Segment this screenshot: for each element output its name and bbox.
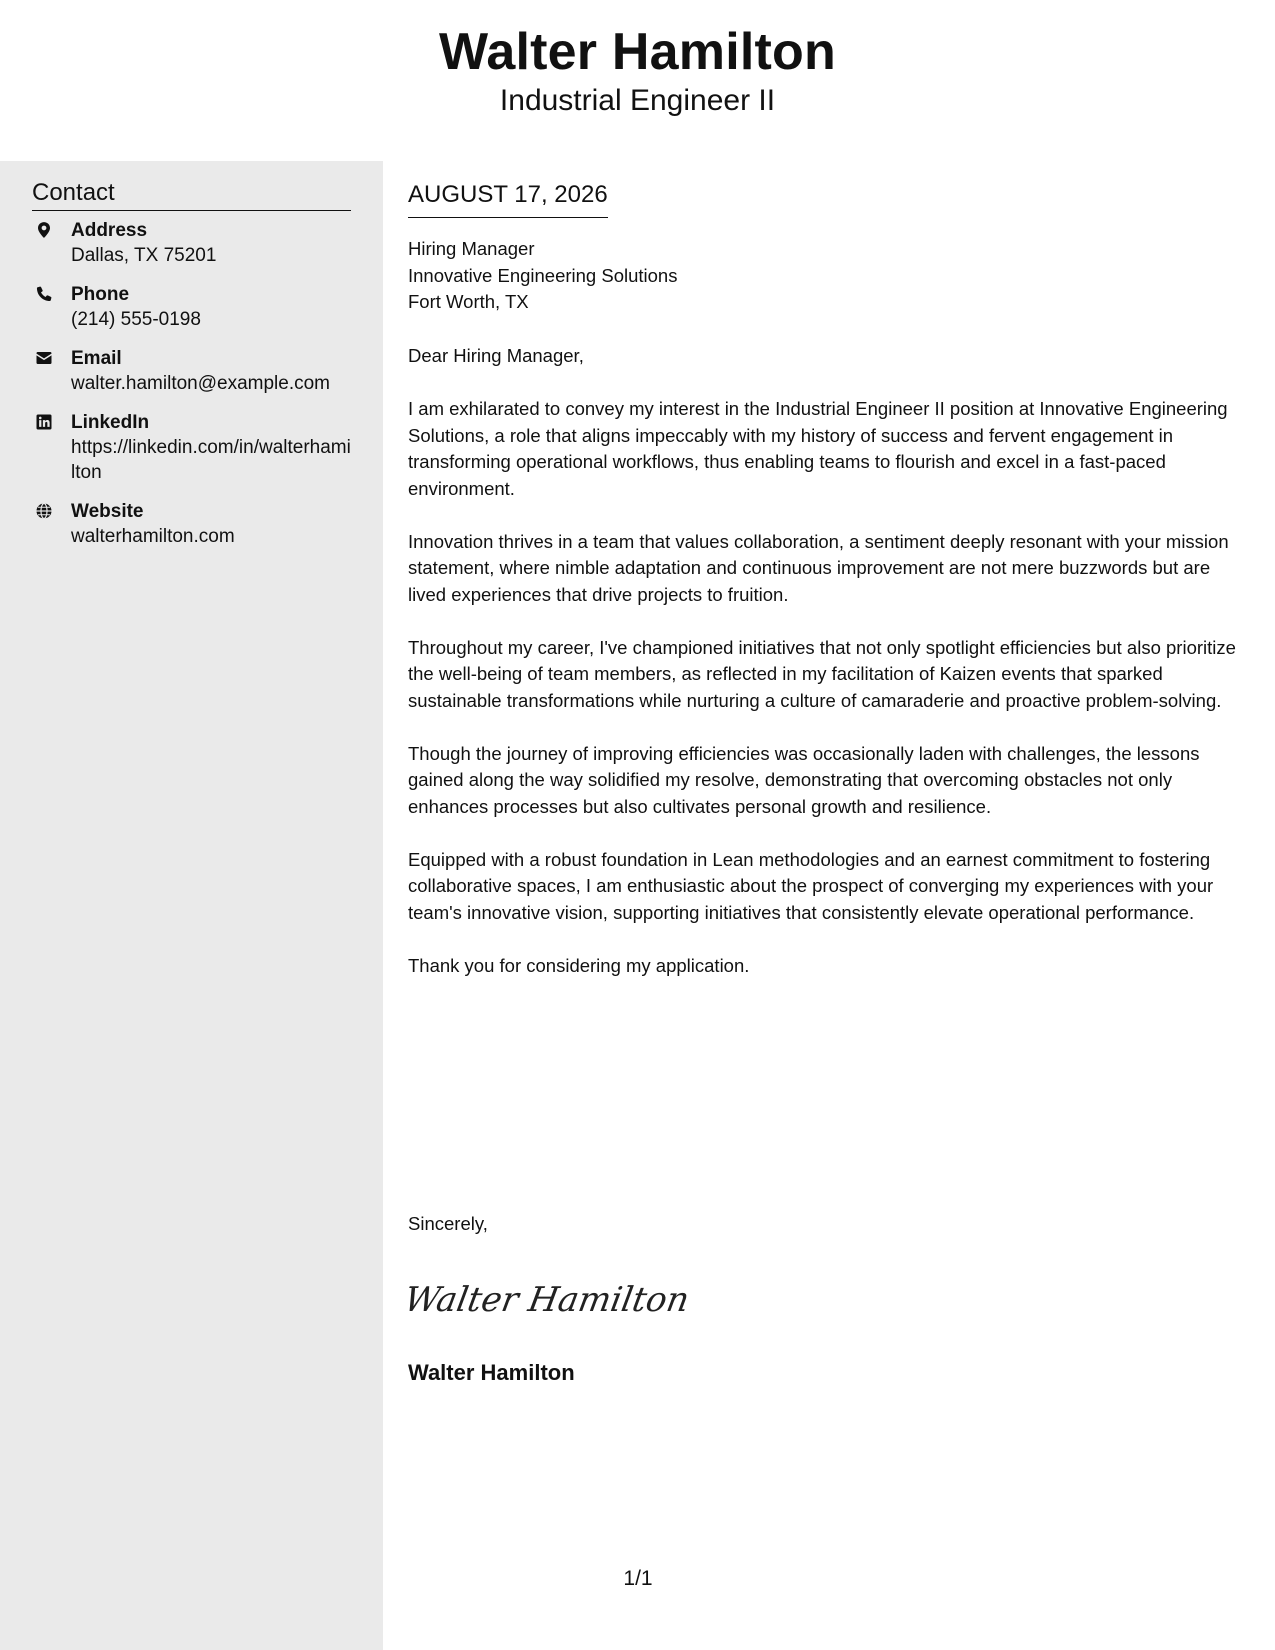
envelope-icon bbox=[35, 349, 53, 367]
contact-label: LinkedIn bbox=[71, 412, 150, 433]
contact-heading: Contact bbox=[32, 177, 351, 211]
contact-label: Website bbox=[71, 501, 144, 522]
globe-icon bbox=[35, 502, 53, 520]
contact-item-linkedin bbox=[32, 410, 352, 485]
contact-value: walterhamilton.com bbox=[71, 526, 235, 547]
contact-value: (214) 555-0198 bbox=[71, 309, 201, 330]
contact-label: Address bbox=[71, 220, 148, 241]
contact-label: Phone bbox=[71, 284, 130, 305]
body-paragraph: Though the journey of improving efficiencies was occasionally laden with challenges, the lessons gained along the way solidified my resolve, demonstrating that overcoming obstacles not only enhances processes but also cultivates personal growth and resilience. bbox=[408, 742, 1200, 817]
recipient-name: Hiring Manager bbox=[408, 238, 535, 259]
recipient-company: Innovative Engineering Solutions bbox=[408, 264, 678, 286]
letter-body-column bbox=[401, 161, 1250, 1650]
signature-text: Walter Hamilton bbox=[401, 1280, 693, 1320]
applicant-name: Walter Hamilton bbox=[439, 23, 836, 81]
letter-body bbox=[408, 343, 1250, 1006]
applicant-job-title: Industrial Engineer II bbox=[499, 84, 776, 117]
recipient-block bbox=[408, 236, 1250, 316]
contact-item-phone bbox=[32, 282, 352, 332]
salutation: Dear Hiring Manager, bbox=[408, 345, 584, 366]
contact-value: walter.hamilton@example.com bbox=[71, 373, 331, 394]
contact-item-website bbox=[32, 499, 352, 549]
contact-sidebar bbox=[0, 161, 383, 1650]
contact-value: https://linkedin.com/in/walterhamilton bbox=[71, 437, 351, 483]
contact-label: Email bbox=[71, 348, 122, 369]
page-number: 1/1 bbox=[623, 1567, 653, 1590]
closing: Sincerely, bbox=[408, 1213, 488, 1234]
contact-list bbox=[32, 218, 352, 563]
linkedin-icon bbox=[35, 413, 53, 431]
body-paragraph: Equipped with a robust foundation in Lean methodologies and an earnest commitment to fostering collaborative spaces, I am enthusiastic about the prospect of converging my experiences with your team's innovative vision, supporting initiatives that consistently elevate operational performance. bbox=[408, 848, 1214, 923]
body-paragraph: Innovation thrives in a team that values collaboration, a sentiment deeply resonant with your mission statement, where nimble adaptation and continuous improvement are not mere buzzwords but are lived experiences that drive projects to fruition. bbox=[408, 530, 1229, 605]
letter-header bbox=[0, 0, 1275, 161]
contact-item-address bbox=[32, 218, 352, 268]
letter-date: AUGUST 17, 2026 bbox=[408, 179, 608, 218]
recipient-location: Fort Worth, TX bbox=[408, 291, 529, 312]
contact-item-email bbox=[32, 346, 352, 396]
body-paragraph: Throughout my career, I've championed initiatives that not only spotlight efficiencies but also prioritize the well-being of team members, as reflected in my facilitation of Kaizen events that sparked sustainable transformations while nurturing a culture of camaraderie and proactive problem-solving. bbox=[408, 636, 1236, 711]
body-paragraph: I am exhilarated to convey my interest in the Industrial Engineer II position at Innovative Engineering Solutions, a role that aligns impeccably with my history of success and fervent engagement in transforming operational workflows, thus enabling teams to flourish and excel in a fast-paced environment. bbox=[408, 398, 1228, 499]
phone-icon bbox=[35, 285, 53, 303]
handwritten-signature bbox=[401, 1271, 693, 1331]
map-pin-icon bbox=[35, 221, 53, 239]
body-paragraph: Thank you for considering my application. bbox=[408, 954, 750, 976]
signer-name: Walter Hamilton bbox=[408, 1360, 575, 1385]
contact-value: Dallas, TX 75201 bbox=[71, 245, 217, 266]
